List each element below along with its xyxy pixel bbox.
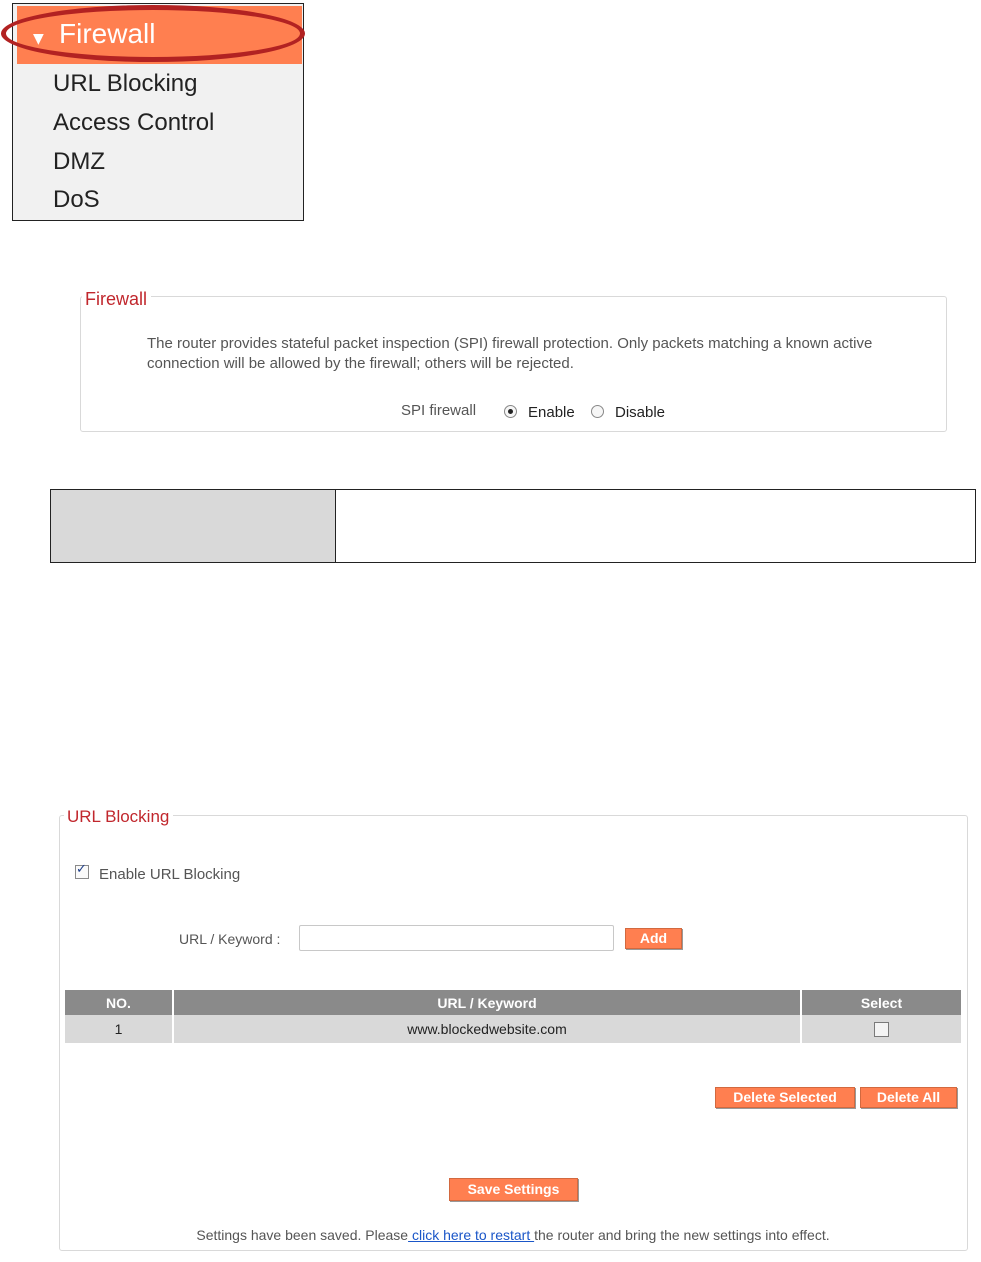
table-header-row: [65, 990, 961, 1015]
row-select-cell: [801, 1015, 961, 1043]
restart-link[interactable]: click here to restart: [408, 1227, 535, 1243]
restart-note: [0, 1227, 981, 1243]
chevron-down-icon: ▼: [33, 31, 44, 47]
radio-selected-dot: [508, 409, 513, 414]
spi-disable-radio[interactable]: [591, 405, 604, 418]
menu-item-access-control[interactable]: Access Control: [53, 109, 215, 136]
column-header-url: URL / Keyword: [173, 990, 801, 1015]
save-settings-button[interactable]: Save Settings: [449, 1178, 578, 1201]
url-keyword-label: URL / Keyword :: [179, 931, 281, 947]
empty-table-right-cell: [336, 490, 975, 562]
menu-title: Firewall: [59, 18, 156, 49]
restart-note-after: the router and bring the new settings into effect.: [534, 1227, 830, 1243]
spi-firewall-label: SPI firewall: [401, 402, 477, 419]
highlight-ring: [1, 5, 305, 62]
spi-disable-label: Disable: [615, 404, 666, 421]
url-keyword-table: [65, 990, 961, 1043]
enable-url-blocking-label: Enable URL Blocking: [99, 866, 241, 883]
enable-url-blocking-checkbox[interactable]: [75, 862, 89, 879]
menu-item-dos[interactable]: DoS: [53, 186, 100, 213]
empty-table: [50, 489, 976, 563]
column-header-no: NO.: [65, 990, 173, 1015]
row-url: www.blockedwebsite.com: [173, 1015, 801, 1043]
restart-note-before: Settings have been saved. Please: [196, 1227, 409, 1243]
row-number: 1: [65, 1015, 173, 1043]
menu-item-dmz[interactable]: DMZ: [53, 148, 105, 175]
row-select-checkbox[interactable]: [874, 1022, 889, 1037]
checkmark-icon: ✓: [76, 862, 87, 877]
add-button[interactable]: Add: [625, 928, 682, 949]
url-keyword-input[interactable]: [299, 925, 614, 951]
firewall-description: The router provides stateful packet inspection (SPI) firewall protection. Only packets matching a known active connection will be allowed by the firewall; others will be rejected.: [147, 335, 873, 372]
firewall-legend: Firewall: [82, 289, 151, 310]
spi-enable-radio[interactable]: [504, 405, 517, 418]
delete-selected-button[interactable]: Delete Selected: [715, 1087, 855, 1108]
firewall-menu: [12, 3, 304, 221]
url-blocking-legend: URL Blocking: [64, 807, 173, 827]
menu-item-url-blocking[interactable]: URL Blocking: [53, 70, 198, 97]
spi-enable-label: Enable: [528, 404, 575, 421]
table-row: [65, 1015, 961, 1043]
column-header-select: Select: [801, 990, 961, 1015]
empty-table-left-cell: [51, 490, 336, 562]
delete-all-button[interactable]: Delete All: [860, 1087, 957, 1108]
